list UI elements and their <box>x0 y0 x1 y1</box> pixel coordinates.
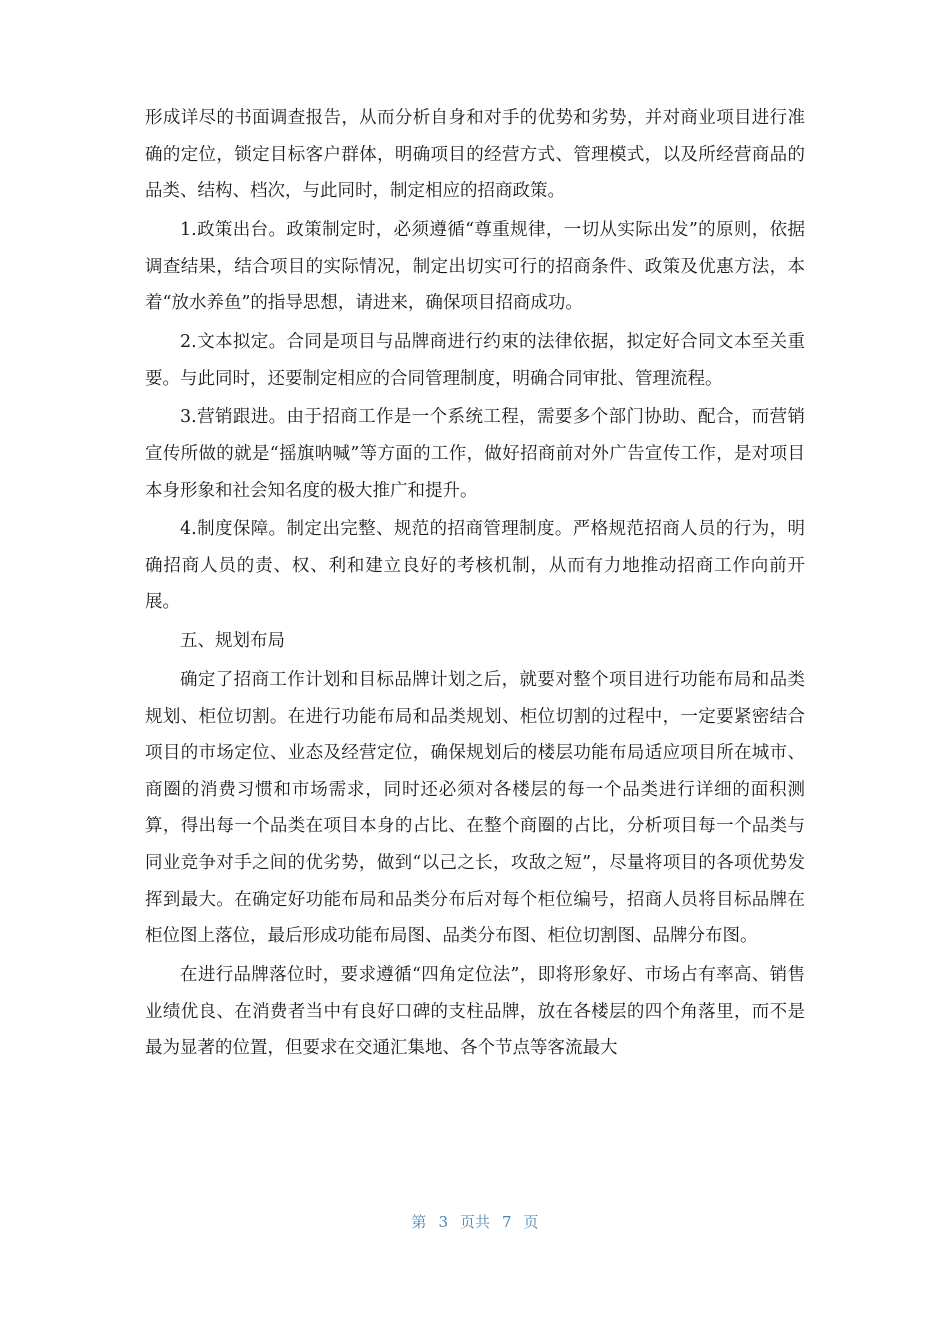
footer-word-di: 第 <box>411 1213 427 1231</box>
footer-word-yegong: 页共 <box>459 1213 490 1231</box>
paragraph-continuation: 形成详尽的书面调查报告，从而分析自身和对手的优势和劣势，并对商业项目进行准确的定位，锁定目标客户群体，明确项目的经营方式、管理模式，以及所经营商品的品类、结构、档次，与此同时，制定相应的招商政策。 <box>145 108 805 202</box>
footer-word-ye: 页 <box>523 1213 539 1231</box>
paragraph-layout-planning: 确定了招商工作计划和目标品牌计划之后，就要对整个项目进行功能布局和品类规划、柜位切割。在进行功能布局和品类规划、柜位切割的过程中，一定要紧密结合项目的市场定位、业态及经营定位，确保规划后的楼层功能布局适应项目所在城市、商圈的消费习惯和市场需求，同时还必须对各楼层的每一个品类进行详细的面积测算，得出每一个品类在项目本身的占比、在整个商圈的占比，分析项目每一个品类与同业竞争对手之间的优劣势，做到“以己之长，攻敌之短”，尽量将项目的各项优势发挥到最大。在确定好功能布局和品类分布后对每个柜位编号，招商人员将目标品牌在柜位图上落位，最后形成功能布局图、品类分布图、柜位切割图、品牌分布图。 <box>145 670 805 947</box>
paragraph-contract: 2.文本拟定。合同是项目与品牌商进行约束的法律依据，拟定好合同文本至关重要。与此同时，还要制定相应的合同管理制度，明确合同审批、管理流程。 <box>145 331 805 389</box>
document-body <box>145 100 805 1069</box>
paragraph-brand-placement: 在进行品牌落位时，要求遵循“四角定位法”，即将形象好、市场占有率高、销售业绩优良、在消费者当中有良好口碑的支柱品牌，放在各楼层的四个角落里，而不是最为显著的位置，但要求在交通汇集地、各个节点等客流最大 <box>145 964 805 1059</box>
section-heading: 五、规划布局 <box>180 631 285 652</box>
paragraph-policy: 1.政策出台。政策制定时，必须遵循“尊重规律，一切从实际出发”的原则，依据调查结果，结合项目的实际情况，制定出切实可行的招商条件、政策及优惠方法，本着“放水养鱼”的指导思想，请进来，确保项目招商成功。 <box>145 219 805 314</box>
footer-total-pages: 7 <box>502 1213 512 1231</box>
footer-current-page: 3 <box>438 1213 448 1231</box>
paragraph-marketing: 3.营销跟进。由于招商工作是一个系统工程，需要多个部门协助、配合，而营销宣传所做的就是“摇旗呐喊”等方面的工作，做好招商前对外广告宣传工作，是对项目本身形象和社会知名度的极大推广和提升。 <box>145 407 805 501</box>
paragraph-system: 4.制度保障。制定出完整、规范的招商管理制度。严格规范招商人员的行为，明确招商人员的责、权、利和建立良好的考核机制，从而有力地推动招商工作向前开展。 <box>145 519 805 613</box>
page-footer <box>0 1211 950 1232</box>
